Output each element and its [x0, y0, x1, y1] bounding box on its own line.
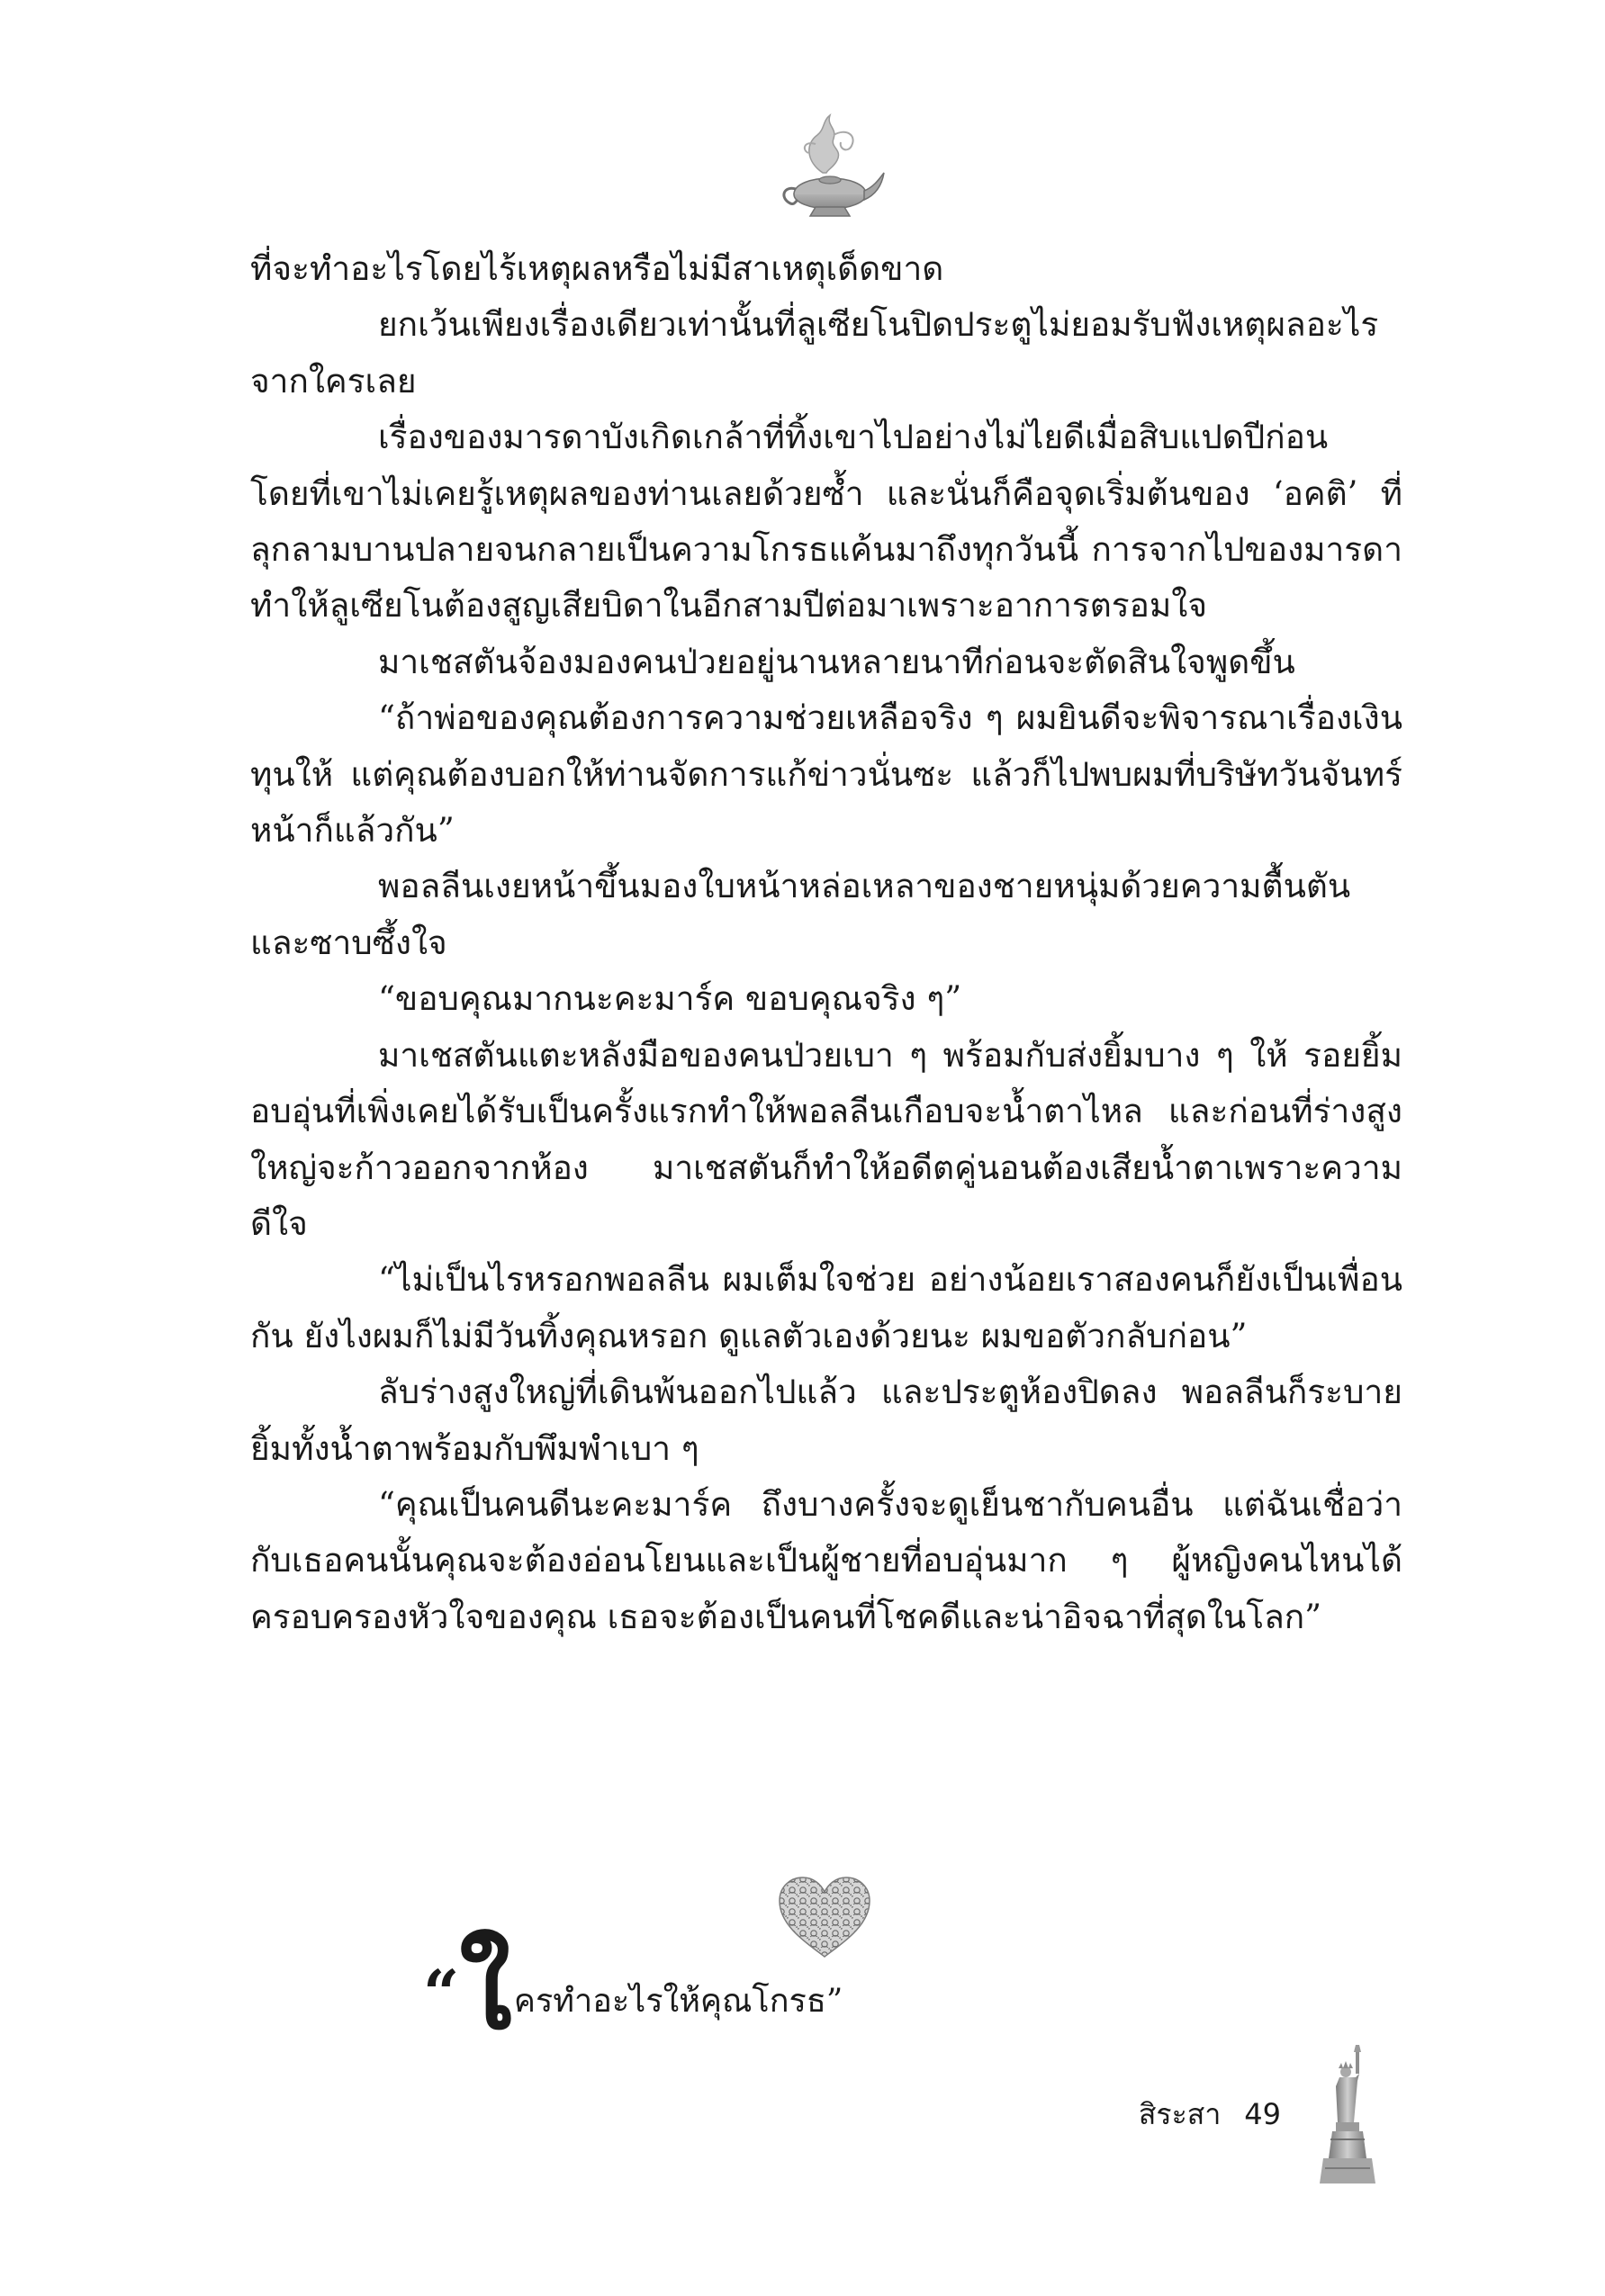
paragraph: “ไม่เป็นไรหรอกพอลลีน ผมเต็มใจช่วย อย่างน้อยเราสองคนก็ยังเป็นเพื่อนกัน ยังไงผมก็ไม่มีวันทิ้งคุณหรอก ดูแลตัวเองด้วยนะ ผมขอตัวกลับก่อน”: [250, 1260, 1402, 1355]
page-number: 49: [1244, 2097, 1281, 2131]
paragraph: ที่จะทำอะไรโดยไร้เหตุผลหรือไม่มีสาเหตุเด็ดขาด: [250, 249, 944, 288]
paragraph: มาเชสตันแตะหลังมือของคนป่วยเบา ๆ พร้อมกับส่งยิ้มบาง ๆ ให้ รอยยิ้มอบอุ่นที่เพิ่งเคยได้รับเป็นครั้งแรกทำให้พอลลีนเกือบจะน้ำตาไหล และก่อนที่ร่างสูงใหญ่จะก้าวออกจากห้อง มาเชสตันก็ทำให้อดีตคู่นอนต้องเสียน้ำตาเพราะความดีใจ: [250, 1035, 1402, 1243]
teaser-open-quote: “: [423, 1956, 460, 2030]
paragraph: ลับร่างสูงใหญ่ที่เดินพ้นออกไปแล้ว และประตูห้องปิดลง พอลลีนก็ระบายยิ้มทั้งน้ำตาพร้อมกับพึมพำเบา ๆ: [250, 1373, 1402, 1468]
paragraph: “ถ้าพ่อของคุณต้องการความช่วยเหลือจริง ๆ ผมยินดีจะพิจารณาเรื่องเงินทุนให้ แต่คุณต้องบอกให้ท่านจัดการแก้ข่าวนั่นซะ แล้วก็ไปพบผมที่บริษัทวันจันทร์หน้าก็แล้วกัน”: [250, 698, 1402, 851]
paragraph: มาเชสตันจ้องมองคนป่วยอยู่นานหลายนาทีก่อนจะตัดสินใจพูดขึ้น: [378, 642, 1295, 681]
paragraph: “ขอบคุณมากนะคะมาร์ค ขอบคุณจริง ๆ”: [378, 979, 962, 1019]
author-name: สิระสา: [1138, 2097, 1222, 2131]
next-chapter-teaser: [423, 1927, 843, 2054]
teaser-text: ครทำอะไรให้คุณโกรธ”: [513, 1983, 843, 2020]
paragraph: พอลลีนเงยหน้าขึ้นมองใบหน้าหล่อเหลาของชายหนุ่มด้วยความตื้นตันและซาบซึ้งใจ: [250, 867, 1351, 962]
paragraph: ยกเว้นเพียงเรื่องเดียวเท่านั้นที่ลูเซียโนปิดประตูไม่ยอมรับฟังเหตุผลอะไรจากใครเลย: [250, 305, 1379, 401]
teaser-dropcap: ใ: [459, 1927, 512, 2054]
chapter-body: [250, 241, 1402, 1645]
paragraph: เรื่องของมารดาบังเกิดเกล้าที่ทิ้งเขาไปอย่างไม่ไยดีเมื่อสิบแปดปีก่อน โดยที่เขาไม่เคยรู้เหตุผลของท่านเลยด้วยซ้ำ และนั่นก็คือจุดเริ่มต้นของ ‘อคติ’ ที่ลุกลามบานปลายจนกลายเป็นความโกรธแค้นมาถึงทุกวันนี้ การจากไปของมารดาทำให้ลูเซียโนต้องสูญเสียบิดาในอีกสามปีต่อมาเพราะอาการตรอมใจ: [250, 418, 1402, 626]
statue-of-liberty-icon: [1316, 2041, 1379, 2185]
paragraph: “คุณเป็นคนดีนะคะมาร์ค ถึงบางครั้งจะดูเย็นชากับคนอื่น แต่ฉันเชื่อว่ากับเธอคนนั้นคุณจะต้องอ่อนโยนและเป็นผู้ชายที่อบอุ่นมาก ๆ ผู้หญิงคนไหนได้ครอบครองหัวใจของคุณ เธอจะต้องเป็นคนที่โชคดีและน่าอิจฉาที่สุดในโลก”: [250, 1484, 1402, 1636]
genie-lamp-icon: [771, 108, 888, 225]
page-footer: [1139, 2092, 1281, 2138]
